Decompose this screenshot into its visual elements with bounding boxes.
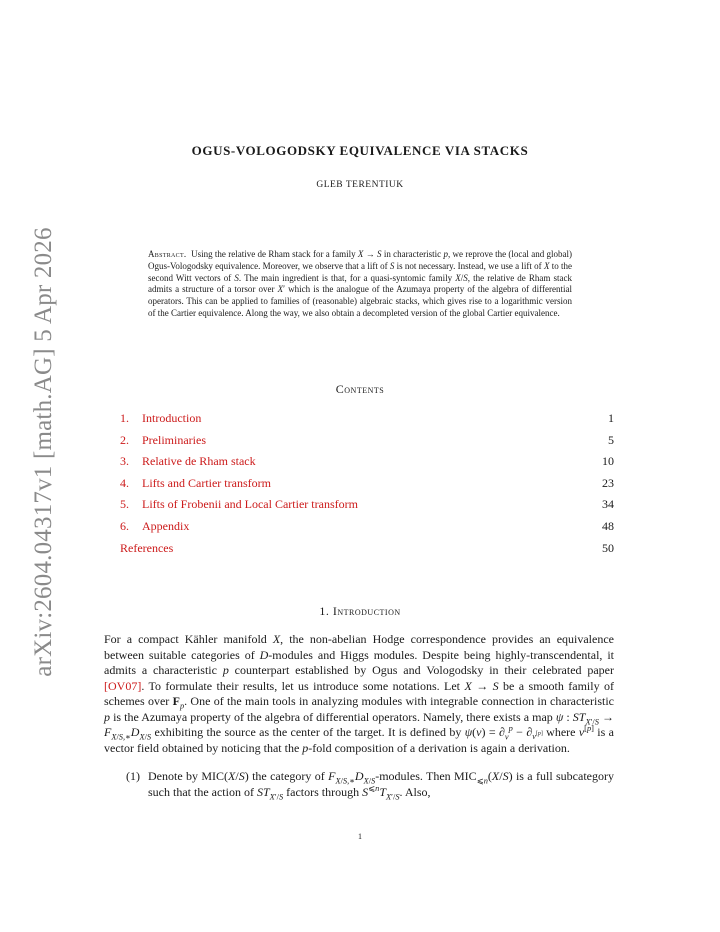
toc-link-relative-de-rham-stack[interactable]	[120, 452, 256, 474]
toc-entry-number: 3.	[120, 454, 129, 469]
toc-entry-page: 34	[602, 497, 614, 512]
toc-entry-title: Lifts of Frobenii and Local Cartier transform	[142, 497, 358, 512]
toc-entry-page: 5	[608, 432, 614, 447]
toc-entry-number: 6.	[120, 518, 129, 533]
toc-link-lifts-and-cartier-transform[interactable]	[120, 474, 271, 496]
toc-row	[120, 539, 614, 561]
toc-entry-title: Appendix	[142, 518, 190, 533]
toc-entry-title: Relative de Rham stack	[142, 454, 256, 469]
paper-title: OGUS-VOLOGODSKY EQUIVALENCE VIA STACKS	[191, 143, 529, 158]
toc-entry-title: References	[120, 540, 174, 555]
list-item-text: Denote by MIC(X/S) the category of $F_{X/S,∗}D_{X/S}$-modules. Then $MIC_{⩽n}(X/S)$ is a full subcategory such that the action of $ST_{X'/S}$ factors through $S^{⩽n}T_{X'/S}$. Also,	[148, 769, 614, 801]
list-item	[104, 769, 614, 800]
toc-entry-page: 48	[602, 518, 614, 533]
toc-row	[120, 517, 614, 539]
arxiv-identifier-text: arXiv:2604.04317v1 [math.AG] 5 Apr 2026	[30, 227, 57, 677]
toc-row	[120, 431, 614, 453]
list-item-label: (1)	[126, 769, 140, 783]
toc-link-appendix[interactable]	[120, 517, 189, 539]
abstract-text: Using the relative de Rham stack for a family X → S in characteristic p, we reprove the (local and global) Ogus-Vologodsky equivalence. Moreover, we observe that a lift of S is not necessary. Instead, we use a lift of X to the second Witt vectors of S. The main ingredient is that, for a quasi-syntomic family X/S, the relative de Rham stack admits a structure of a torsor over X′ which is the analogue of the Azumaya property of the algebra of differential operators. This can be applied to families of (reasonable) algebraic stacks, which gives rise to a logarithmic version of the Cartier equivalence. Along the way, we also obtain a decompleted version of the global Cartier equivalence.	[148, 249, 573, 318]
toc-entry-number: 1.	[120, 411, 129, 425]
toc-entry-title: Introduction	[142, 411, 202, 425]
toc-row	[120, 495, 614, 517]
toc-entry-page: 23	[602, 475, 614, 490]
page-number: 1	[358, 832, 362, 841]
toc-link-introduction[interactable]	[120, 409, 201, 431]
toc-entry-title: Lifts and Cartier transform	[142, 475, 271, 490]
toc-row	[120, 409, 614, 431]
toc-link-lifts-of-frobenii-and-local-cartier-transform[interactable]	[120, 495, 358, 517]
toc-entry-page: 50	[602, 540, 614, 555]
toc-entry-page: 10	[602, 454, 614, 469]
toc-row	[120, 474, 614, 496]
abstract-label: Abstract.	[148, 249, 187, 259]
toc-entry-page: 1	[608, 411, 614, 425]
toc-entry-number: 5.	[120, 497, 129, 512]
toc-entry-number: 2.	[120, 432, 129, 447]
toc-link-preliminaries[interactable]	[120, 431, 206, 453]
toc-entry-title: Preliminaries	[142, 432, 206, 447]
author-name: GLEB TERENTIUK	[316, 180, 404, 190]
intro-paragraph: For a compact Kähler manifold X, the non-abelian Hodge correspondence provides an equivalence between suitable categories of D-modules and Higgs modules. Despite being highly-transcendental, it admits a characteristic p counterpart established by Ogus and Vologodsky in their celebrated paper [OV07]. To formulate their results, let us introduce some notations. Let X → S be a smooth family of schemes over $F_p$. One of the main tools in analyzing modules with integrable connection in characteristic p is the Azumaya property of the algebra of differential operators. Namely, there exists a map ψ : $ST_{X'/S} \to F_{X/S,∗}D_{X/S}$ exhibiting the source as the center of the target. It is defined by $\psi(v) = \partial_v^p - \partial_{v^{[p]}}$ where v[p] is a vector field obtained by noticing that the p-fold composition of a derivation is again a derivation.	[104, 632, 615, 755]
toc-link-references[interactable]	[120, 539, 173, 561]
toc-row	[120, 452, 614, 474]
toc-entry-number: 4.	[120, 475, 129, 490]
contents-heading: Contents	[335, 382, 385, 396]
abstract	[148, 249, 572, 320]
table-of-contents	[120, 409, 614, 560]
section-heading-introduction: 1. Introduction	[319, 604, 401, 618]
